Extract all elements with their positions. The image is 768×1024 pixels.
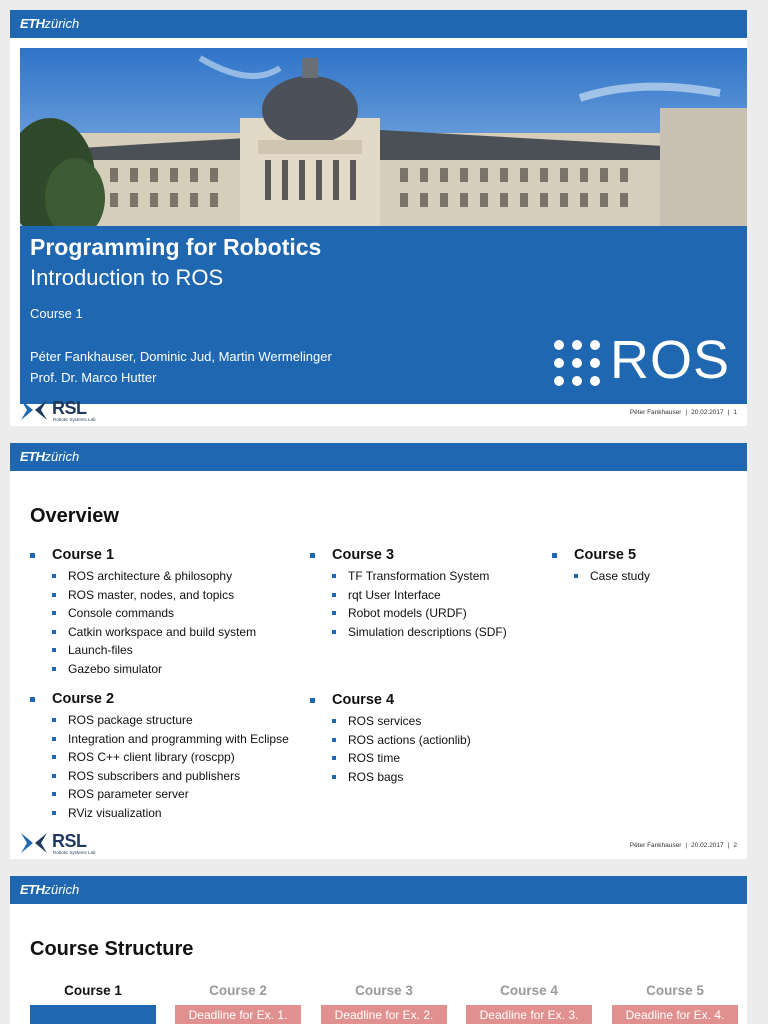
slide-footer: [10, 396, 747, 426]
eth-header-bar: [10, 10, 747, 38]
course-1-column: Course 1: [64, 983, 122, 998]
course-1-title: Course 1: [30, 547, 256, 567]
slide-1: [10, 10, 747, 426]
eth-header-bar: [10, 876, 747, 904]
list-item: ROS master, nodes, and topics: [52, 586, 256, 605]
list-item: Gazebo simulator: [52, 660, 256, 679]
list-item: ROS C++ client library (roscpp): [52, 748, 289, 767]
slide-2: [10, 443, 747, 859]
eth-zurich-logo: ETHzürich: [20, 16, 80, 31]
course-2-title: Course 2: [30, 691, 289, 711]
deadline-block: Deadline for Ex. 4.: [612, 1005, 738, 1024]
eth-header-bar: [10, 443, 747, 471]
list-item: ROS parameter server: [52, 785, 289, 804]
ros-dots-icon: [552, 338, 602, 388]
list-item: rqt User Interface: [332, 586, 507, 605]
course-5-column: [552, 547, 650, 586]
course-3-title: Course 3: [310, 547, 507, 567]
footer-info: Péter Fankhauser | 20.02.2017 | 2: [629, 842, 737, 849]
professor: Prof. Dr. Marco Hutter: [30, 370, 157, 385]
course-2-column: Course 2: [209, 983, 267, 998]
presentation-title: Programming for Robotics: [30, 234, 322, 260]
course-1-column: [30, 547, 256, 679]
deadline-block: Deadline for Ex. 1.: [175, 1005, 301, 1024]
rsl-emblem-icon: [19, 831, 49, 855]
course-3-column: Course 3: [355, 983, 413, 998]
title-panel: [20, 226, 747, 404]
course-5-column: Course 5: [646, 983, 704, 998]
list-item: Catkin workspace and build system: [52, 623, 256, 642]
list-item: ROS bags: [332, 768, 471, 787]
deadline-block: Deadline for Ex. 3.: [466, 1005, 592, 1024]
list-item: ROS subscribers and publishers: [52, 767, 289, 786]
list-item: TF Transformation System: [332, 567, 507, 586]
rsl-logo: RSL Robotic Systems Lab: [19, 396, 99, 426]
list-item: ROS services: [332, 712, 471, 731]
rsl-logo: RSL Robotic Systems Lab: [19, 829, 99, 859]
list-item: ROS actions (actionlib): [332, 731, 471, 750]
list-item: Launch-files: [52, 641, 256, 660]
list-item: Simulation descriptions (SDF): [332, 623, 507, 642]
slide-heading: Overview: [30, 505, 119, 527]
eth-building-photo: [20, 48, 747, 226]
list-item: Robot models (URDF): [332, 604, 507, 623]
list-item: ROS architecture & philosophy: [52, 567, 256, 586]
list-item: Console commands: [52, 604, 256, 623]
ros-logo-text: ROS: [610, 330, 731, 390]
course-5-title: Course 5: [552, 547, 650, 567]
footer-info: Péter Fankhauser | 20.02.2017 | 1: [629, 409, 737, 416]
course-4-title: Course 4: [310, 692, 471, 712]
list-item: RViz visualization: [52, 804, 289, 823]
deadline-block: Deadline for Ex. 2.: [321, 1005, 447, 1024]
course-4-column: Course 4: [500, 983, 558, 998]
eth-zurich-logo: ETHzürich: [20, 882, 80, 897]
course-4-column: [310, 692, 471, 786]
list-item: ROS package structure: [52, 711, 289, 730]
course-1-block: [30, 1005, 156, 1024]
slide-heading: Course Structure: [30, 938, 194, 960]
presentation-subtitle: Introduction to ROS: [30, 265, 224, 290]
course-number: Course 1: [30, 306, 83, 321]
list-item: ROS time: [332, 749, 471, 768]
slide-footer: [10, 829, 747, 859]
slide-3: [10, 876, 747, 1024]
course-2-column: [30, 691, 289, 823]
course-3-column: [310, 547, 507, 641]
list-item: Case study: [574, 567, 650, 586]
eth-zurich-logo: ETHzürich: [20, 449, 80, 464]
rsl-emblem-icon: [19, 398, 49, 422]
list-item: Integration and programming with Eclipse: [52, 730, 289, 749]
authors: Péter Fankhauser, Dominic Jud, Martin Wermelinger: [30, 349, 332, 364]
